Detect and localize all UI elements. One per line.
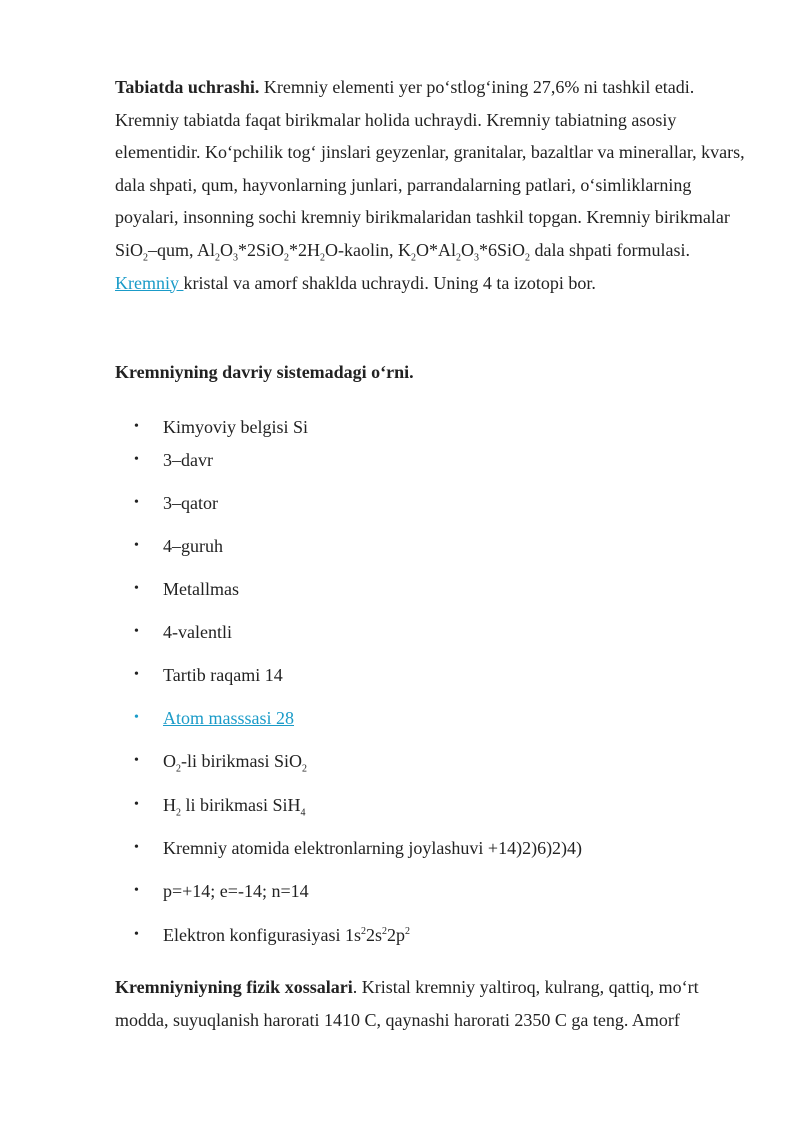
list-item: • Kimyoviy belgisi Si (134, 414, 308, 440)
physical-properties-paragraph: Kremniyniyning fizik xossalari. Kristal kremniy yaltiroq, kulrang, qattiq, mo‘rt modda, suyuqlanish harorati 1410 C, qaynashi harorati 2350 C ga teng. Amorf (115, 977, 699, 1030)
bullet: • (134, 419, 139, 434)
physical-properties-heading: Kremniyniyning fizik xossalari (115, 977, 353, 997)
bullet: • (134, 753, 139, 768)
kremniy-link[interactable]: Kremniy (115, 272, 184, 293)
list-item: • 4–guruh (134, 533, 223, 559)
list-item: • Tartib raqami 14 (134, 662, 283, 688)
periodic-position-heading: Kremniyning davriy sistemadagi o‘rni. (115, 362, 414, 382)
list-item: • p=+14; e=-14; n=14 (134, 878, 309, 904)
list-item: • Kremniy atomida elektronlarning joylashuvi +14)2)6)2)4) (134, 835, 582, 861)
bullet: • (134, 710, 139, 725)
bullet: • (134, 797, 139, 812)
list-item: • 3–davr (134, 447, 213, 473)
bullet: • (134, 538, 139, 553)
occurrence-paragraph: Tabiatda uchrashi. Kremniy elementi yer po‘stlog‘ining 27,6% ni tashkil etadi. Kremniy tabiatda faqat birikmalar holida uchraydi. Kremniy tabiatning asosiy elementidir. Ko‘pchilik tog‘ jinslari geyzenlar, granitalar, bazaltlar va minerallar, kvars, dala shpati, qum, hayvonlarning junlari, parrandalarning patlari, o‘simliklarning poyalari, insonning sochi kremniy birikmalaridan tashkil topgan. Kremniy birikmalar SiO$_2$–qum, $Al_2O_3*2SiO_2*2H_2O$-kaolin, $K_2O*Al_2O_3*6SiO_2$ dala shpati formulasi. Kremniy kristal va amorf shaklda uchraydi. Uning 4 ta izotopi bor. (115, 77, 745, 293)
bullet: • (134, 495, 139, 510)
bullet: • (134, 927, 139, 942)
bullet: • (134, 452, 139, 467)
bullet: • (134, 667, 139, 682)
list-item: • Elektron konfigurasiyasi $1s^22s^22p^2$ (134, 922, 410, 948)
list-item: • 3–qator (134, 490, 218, 516)
bullet: • (134, 581, 139, 596)
list-item: • $O_2-li$ birikmasi SiO$_2$ (134, 748, 307, 774)
bullet: • (134, 883, 139, 898)
bullet: • (134, 624, 139, 639)
list-item: • 4-valentli (134, 619, 232, 645)
list-item: • $H_2$ li birikmasi SiH$_4$ (134, 792, 306, 818)
bullet: • (134, 840, 139, 855)
occurrence-heading: Tabiatda uchrashi. (115, 77, 260, 97)
list-item[interactable] (134, 705, 294, 731)
list-item: • Metallmas (134, 576, 239, 602)
atomic-mass-link[interactable]: Atom masssasi 28 (163, 708, 295, 728)
